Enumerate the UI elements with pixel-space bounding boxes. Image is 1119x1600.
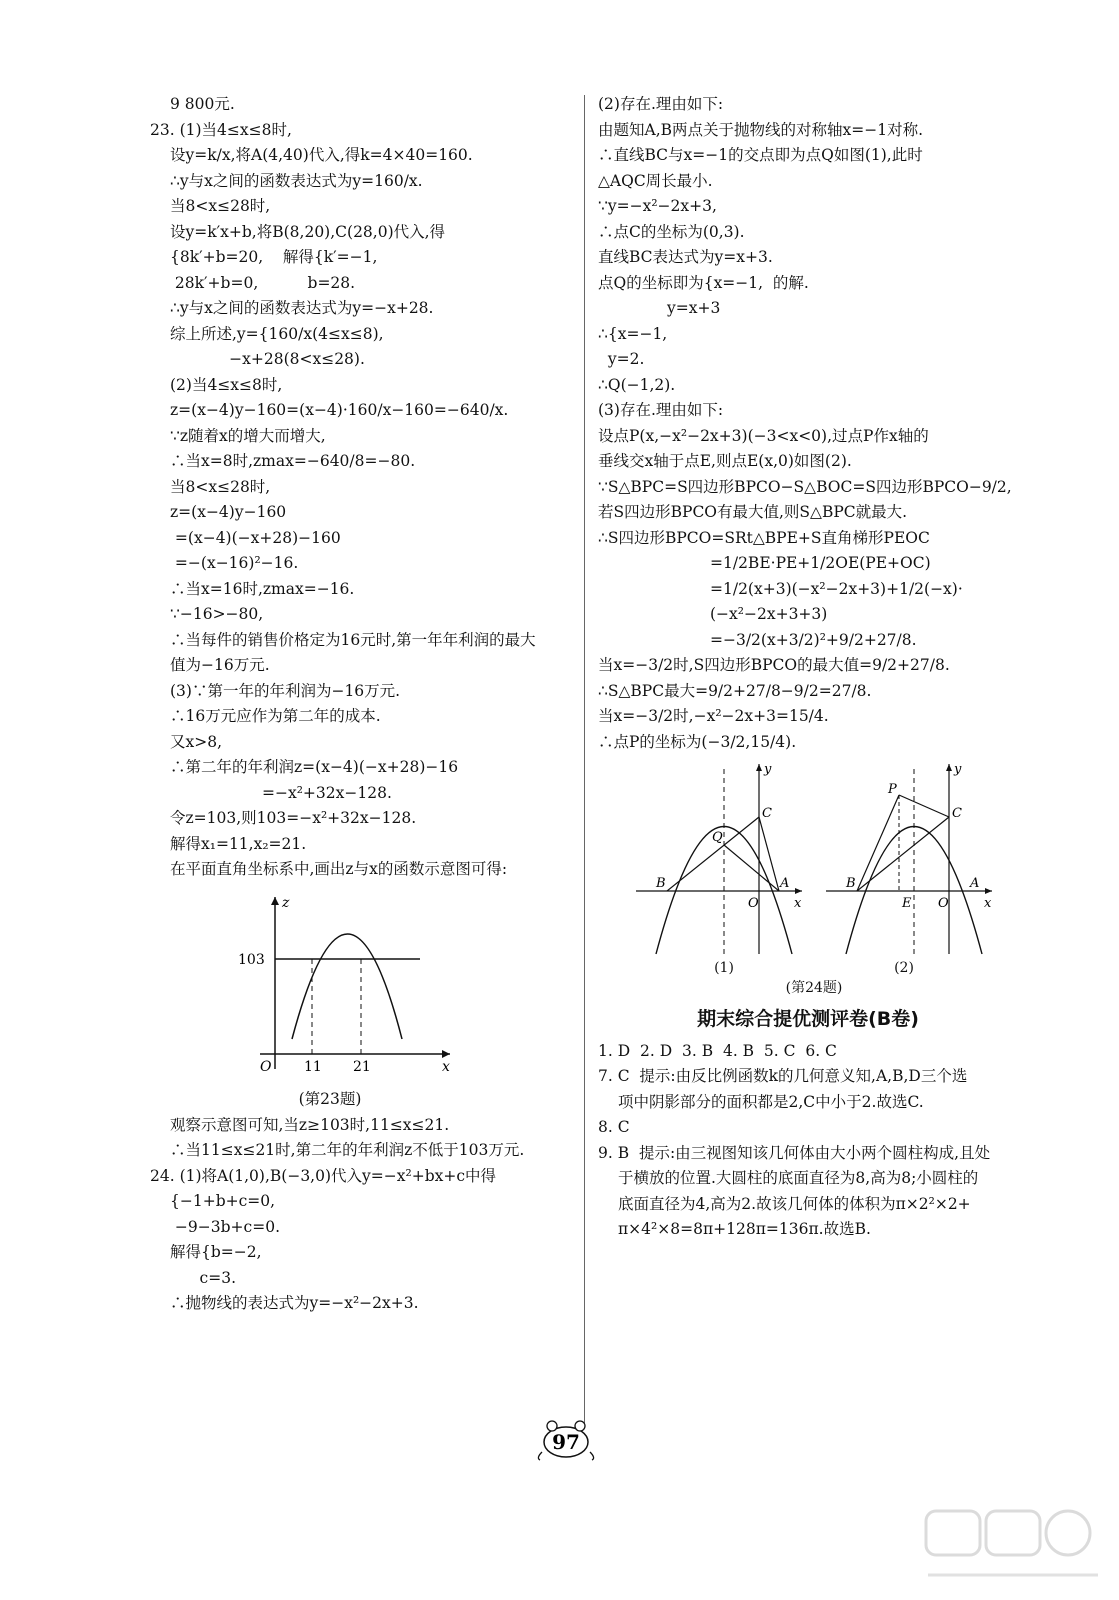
text-line: (2)存在.理由如下: [598, 95, 724, 113]
text-line: {8k′+b=20, 解得{k′=−1, [170, 248, 378, 266]
y-axis-arrow [271, 897, 279, 905]
text-line: 23. (1)当4≤x≤8时, [150, 120, 292, 139]
text-line: ∴{x=−1, [598, 324, 668, 343]
figure-24-graph-1 [634, 759, 804, 959]
text-line: 7. C 提示:由反比例函数k的几何意义知,A,B,D三个选 [598, 1067, 968, 1085]
label-z: z [282, 894, 290, 911]
text-line: ∴当x=8时,zmax=−640/8=−80. [170, 452, 416, 470]
text-line: ∴第二年的年利润z=(x−4)(−x+28)−16 [170, 758, 459, 776]
text-line: ∵y=−x²−2x+3, [598, 197, 717, 215]
text-line: 9 800元. [170, 95, 235, 113]
text-line: 观察示意图可知,当z≥103时,11≤x≤21. [170, 1115, 450, 1134]
text-line: =(x−4)(−x+28)−160 [170, 528, 341, 547]
text-line: 设y=k′x+b,将B(8,20),C(28,0)代入,得 [170, 222, 446, 241]
label-21: 21 [353, 1058, 371, 1075]
text-line: 设y=k/x,将A(4,40)代入,得k=4×40=160. [170, 146, 473, 164]
label-C: C [952, 806, 962, 821]
label-103: 103 [238, 951, 265, 968]
text-line: ∴16万元应作为第二年的成本. [170, 707, 381, 725]
text-line: ∴当11≤x≤21时,第二年的年利润z不低于103万元. [170, 1141, 525, 1159]
figure-24-sub-caption-1: (1) [714, 960, 734, 976]
page-number: 97 [552, 1430, 580, 1454]
column-divider [584, 95, 585, 1425]
label-O: O [938, 896, 949, 911]
text-line: (−x²−2x+3+3) [710, 605, 828, 623]
text-line: 综上所述,y={160/x(4≤x≤8), [170, 324, 384, 343]
text-line: ∴Q(−1,2). [598, 375, 676, 394]
text-line: −9−3b+c=0. [170, 1217, 280, 1236]
left-text-block-1 [150, 92, 570, 883]
text-line: ∴当每件的销售价格定为16元时,第一年年利润的最大 [170, 630, 536, 649]
text-line: ∴直线BC与x=−1的交点即为点Q如图(1),此时 [598, 146, 923, 164]
right-text-block-1 [598, 92, 1018, 755]
text-line: 项中阴影部分的面积都是2,C中小于2.故选C. [618, 1092, 924, 1111]
label-O: O [748, 896, 759, 911]
text-line: −x+28(8<x≤28). [170, 350, 365, 368]
section-title: 期末综合提优测评卷(B卷) [697, 1008, 919, 1030]
figure-24-caption: (第24题) [785, 980, 843, 996]
text-line: ∵z随着x的增大而增大, [170, 426, 326, 445]
line-BC [857, 817, 949, 891]
text-line: 1. D 2. D 3. B 4. B 5. C 6. C [598, 1041, 837, 1060]
left-column [150, 92, 570, 1317]
label-11: 11 [304, 1058, 322, 1075]
text-line: ∴S△BPC最大=9/2+27/8−9/2=27/8. [598, 681, 872, 700]
text-line: 8. C [598, 1118, 630, 1136]
text-line: 点Q的坐标即为{x=−1, 的解. [598, 273, 809, 292]
text-line: π×4²×8=8π+128π=136π.故选B. [618, 1220, 871, 1238]
label-y: y [954, 762, 962, 777]
text-line: =−x²+32x−128. [262, 783, 392, 802]
text-line: 24. (1)将A(1,0),B(−3,0)代入y=−x²+bx+c中得 [150, 1166, 497, 1185]
text-line: (3)存在.理由如下: [598, 401, 724, 419]
right-text-block-2 [598, 1039, 1018, 1243]
figure-23-caption: (第23题) [298, 1090, 362, 1108]
text-line: ∵−16>−80, [170, 605, 264, 623]
text-line: 底面直径为4,高为2.故该几何体的体积为π×2²×2+ [618, 1194, 971, 1213]
label-B: B [846, 876, 856, 891]
label-A: A [780, 876, 790, 891]
text-line: y=2. [598, 350, 645, 368]
text-line: (3)∵第一年的年利润为−16万元. [170, 681, 401, 700]
x-axis-arrow [442, 1050, 450, 1058]
label-x: x [984, 896, 992, 911]
right-column [598, 92, 1018, 1243]
text-line: 28k′+b=0, b=28. [170, 273, 356, 292]
text-line: 当x=−3/2时,−x²−2x+3=15/4. [598, 707, 829, 725]
text-line: 当8<x≤28时, [170, 477, 271, 496]
text-line: 解得x₁=11,x₂=21. [170, 834, 307, 853]
label-B: B [656, 876, 666, 891]
text-line: y=x+3 [598, 299, 721, 317]
label-Q: Q [712, 830, 723, 845]
label-A: A [970, 876, 980, 891]
watermark-logo [918, 1505, 1108, 1595]
text-line: ∴y与x之间的函数表达式为y=−x+28. [170, 299, 434, 317]
text-line: =−(x−16)²−16. [170, 554, 299, 572]
text-line: =1/2(x+3)(−x²−2x+3)+1/2(−x)· [710, 579, 963, 598]
text-line: =1/2BE·PE+1/2OE(PE+OC) [710, 554, 931, 572]
text-line: 在平面直角坐标系中,画出z与x的函数示意图可得: [170, 860, 508, 878]
watermark-icon [918, 1505, 1108, 1595]
text-line: (2)当4≤x≤8时, [170, 375, 283, 394]
text-line: 又x>8, [170, 732, 223, 751]
text-line: 垂线交x轴于点E,则点E(x,0)如图(2). [598, 452, 852, 470]
figure-24-sub-caption-2: (2) [894, 960, 914, 976]
text-line: ∴抛物线的表达式为y=−x²−2x+3. [170, 1294, 419, 1312]
line-BP [857, 795, 899, 891]
figure-24 [634, 759, 994, 999]
figure-23 [230, 889, 460, 1113]
label-E: E [902, 896, 912, 911]
parabola-z [292, 934, 402, 1039]
text-line: ∵S△BPC=S四边形BPCO−S△BOC=S四边形BPCO−9/2, [598, 477, 1012, 496]
label-x: x [442, 1058, 450, 1075]
frog-page-badge-icon [534, 1418, 598, 1462]
text-line: =−3/2(x+3/2)²+9/2+27/8. [710, 630, 917, 649]
text-line: 由题知A,B两点关于抛物线的对称轴x=−1对称. [598, 120, 924, 139]
text-line: ∴点C的坐标为(0,3). [598, 222, 745, 241]
figure-24-graph-2 [824, 759, 994, 959]
text-line: 值为−16万元. [170, 656, 270, 674]
text-line: 当8<x≤28时, [170, 197, 271, 215]
line-CA [759, 817, 779, 891]
text-line: ∴S四边形BPCO=SRt△BPE+S直角梯形PEOC [598, 528, 930, 547]
text-line: 当x=−3/2时,S四边形BPCO的最大值=9/2+27/8. [598, 656, 950, 674]
text-line: ∴y与x之间的函数表达式为y=160/x. [170, 171, 423, 190]
text-line: ∴当x=16时,zmax=−16. [170, 579, 355, 598]
label-y: y [764, 762, 772, 777]
text-line: 令z=103,则103=−x²+32x−128. [170, 809, 417, 827]
text-line: 于横放的位置.大圆柱的底面直径为8,高为8;小圆柱的 [618, 1169, 979, 1187]
left-text-block-2 [150, 1113, 570, 1317]
text-line: c=3. [170, 1268, 237, 1287]
text-line: 设点P(x,−x²−2x+3)(−3<x<0),过点P作x轴的 [598, 426, 929, 445]
text-line: 9. B 提示:由三视图知该几何体由大小两个圆柱构成,且处 [598, 1143, 991, 1162]
text-line: 解得{b=−2, [170, 1243, 262, 1261]
text-line: {−1+b+c=0, [170, 1192, 276, 1210]
line-PC [899, 795, 949, 817]
page-number-badge [534, 1418, 598, 1462]
line-BC [667, 817, 759, 891]
line-QA [724, 845, 779, 891]
label-origin: O [260, 1058, 272, 1075]
text-line: ∴点P的坐标为(−3/2,15/4). [598, 732, 797, 751]
text-line: z=(x−4)y−160=(x−4)·160/x−160=−640/x. [170, 401, 509, 419]
text-line: 若S四边形BPCO有最大值,则S△BPC就最大. [598, 503, 908, 521]
text-line: △AQC周长最小. [598, 171, 713, 190]
label-C: C [762, 806, 772, 821]
text-line: z=(x−4)y−160 [170, 503, 287, 521]
text-line: 直线BC表达式为y=x+3. [598, 248, 773, 266]
label-x: x [794, 896, 802, 911]
figure-23-graph [230, 889, 460, 1079]
label-P: P [888, 782, 897, 797]
